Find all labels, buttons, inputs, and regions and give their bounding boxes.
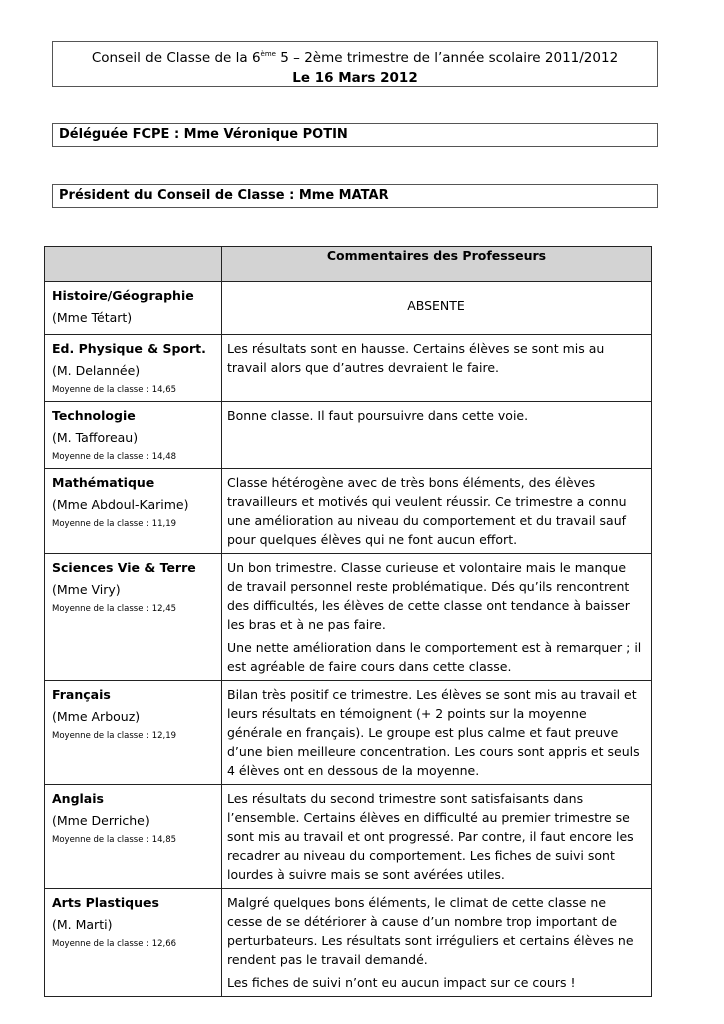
comment-cell: [222, 402, 652, 469]
teacher-name: (Mme Viry): [52, 582, 121, 597]
teacher-name: (Mme Abdoul-Karime): [52, 497, 189, 512]
comment-text: Les fiches de suivi n’ont eu aucun impact sur ce cours !: [227, 975, 576, 990]
document-title-box: [52, 41, 658, 87]
subject-name: Technologie: [52, 408, 136, 423]
teacher-name: (M. Marti): [52, 917, 113, 932]
document-title: Conseil de Classe de la 6ème 5 – 2ème trimestre de l’année scolaire 2011/2012: [91, 50, 619, 66]
teacher-name: (Mme Tétart): [52, 310, 133, 325]
comment-cell: [222, 889, 652, 997]
class-average: Moyenne de la classe : 12,66: [52, 939, 177, 949]
subject-cell: [45, 335, 222, 402]
subject-cell: [45, 681, 222, 785]
subject-cell: [45, 469, 222, 554]
comment-text: Les résultats sont en hausse. Certains élèves se sont mis au travail alors que d’autres devraient le faire.: [227, 341, 605, 375]
subject-name: Arts Plastiques: [52, 895, 159, 910]
subject-name: Histoire/Géographie: [52, 288, 194, 303]
comment-cell: [222, 681, 652, 785]
comment-cell: [222, 282, 652, 335]
subject-name: Anglais: [52, 791, 104, 806]
comment-text: Malgré quelques bons éléments, le climat de cette classe ne cesse de se détériorer à cause d’un nombre trop important de perturbateurs. Les résultats sont irréguliers et certains élèves ne rendent pas le travail demandé.: [227, 895, 634, 967]
subject-name: Mathématique: [52, 475, 155, 490]
header-comments-cell: Commentaires des Professeurs: [222, 247, 652, 282]
comment-text: Une nette amélioration dans le comportement est à remarquer ; il est agréable de faire cours dans cette classe.: [227, 640, 642, 674]
table-row: [45, 469, 652, 554]
comment-cell: [222, 785, 652, 889]
table-row: [45, 554, 652, 681]
comment-text: ABSENTE: [407, 298, 465, 313]
teacher-name: (Mme Derriche): [52, 813, 150, 828]
comment-cell: [222, 469, 652, 554]
president-box: Président du Conseil de Classe : Mme MATAR: [52, 184, 658, 208]
comment-cell: [222, 335, 652, 402]
subject-cell: [45, 282, 222, 335]
subject-cell: [45, 785, 222, 889]
subject-name: Français: [52, 687, 111, 702]
subject-cell: [45, 402, 222, 469]
subject-cell: [45, 554, 222, 681]
class-average: Moyenne de la classe : 11,19: [52, 519, 177, 529]
class-average: Moyenne de la classe : 14,48: [52, 452, 177, 462]
class-average: Moyenne de la classe : 12,45: [52, 604, 177, 614]
header-subject-cell: [45, 247, 222, 282]
table-row: [45, 402, 652, 469]
comment-text: Les résultats du second trimestre sont satisfaisants dans l’ensemble. Certains élèves en difficulté au premier trimestre se sont mis au travail et ont progressé. Par contre, il faut encore les recadrer au niveau du comportement. Les fiches de suivi sont lourdes à suivre mais se sont avérées utiles.: [227, 791, 634, 882]
subject-cell: [45, 889, 222, 997]
comment-text: Un bon trimestre. Classe curieuse et volontaire mais le manque de travail personnel reste problématique. Dés qu’ils rencontrent des difficultés, les élèves de cette classe ont tendance à baisser les bras et à ne pas faire.: [227, 560, 630, 632]
table-row: [45, 282, 652, 335]
table-row: [45, 335, 652, 402]
teacher-name: (Mme Arbouz): [52, 709, 141, 724]
meeting-date: Le 16 Mars 2012: [292, 70, 418, 86]
comment-text: Classe hétérogène avec de très bons éléments, des élèves travailleurs et motivés qui veulent réussir. Ce trimestre a connu une amélioration au niveau du comportement et du travail sauf pour quelques élèves qui ne font aucun effort.: [227, 475, 627, 547]
table-row: [45, 681, 652, 785]
comment-text: Bonne classe. Il faut poursuivre dans cette voie.: [227, 408, 529, 423]
comments-table: [44, 246, 652, 997]
comment-cell: [222, 554, 652, 681]
teacher-name: (M. Tafforeau): [52, 430, 139, 445]
class-average: Moyenne de la classe : 14,85: [52, 835, 177, 845]
subject-name: Ed. Physique & Sport.: [52, 341, 206, 356]
class-average: Moyenne de la classe : 14,65: [52, 385, 177, 395]
subject-name: Sciences Vie & Terre: [52, 560, 196, 575]
table-header-row: [45, 247, 652, 282]
teacher-name: (M. Delannée): [52, 363, 141, 378]
delegate-box: Déléguée FCPE : Mme Véronique POTIN: [52, 123, 658, 147]
table-row: [45, 889, 652, 997]
comment-text: Bilan très positif ce trimestre. Les élèves se sont mis au travail et leurs résultats en témoignent (+ 2 points sur la moyenne générale en français). Le groupe est plus calme et faut preuve d’une bien meilleure concentration. Les cours sont appris et seuls 4 élèves ont en dessous de la moyenne.: [227, 687, 640, 778]
class-average: Moyenne de la classe : 12,19: [52, 731, 177, 741]
table-row: [45, 785, 652, 889]
